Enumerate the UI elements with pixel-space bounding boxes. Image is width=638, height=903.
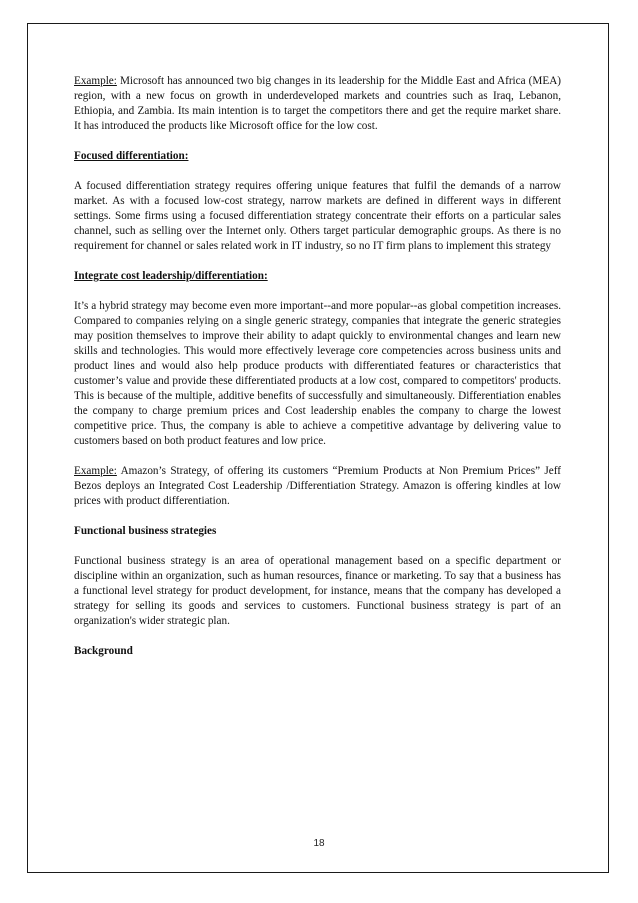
paragraph-functional-business-strategy: Functional business strategy is an area of operational management based on a specific department or discipline within an organization, such as human resources, finance or marketing. To say that a business has a functional level strategy for product development, for instance, means that the company has developed a strategy for selling its goods and services to customers. Functional business strategy is part of an organization's wider strategic plan. (74, 555, 561, 627)
paragraph-focused-differentiation: A focused differentiation strategy requires offering unique features that fulfil the demands of a narrow market. As with a focused low-cost strategy, narrow markets are defined in different ways in different settings. Some firms using a focused differentiation strategy concentrate their efforts on a particular sales channel, such as selling over the Internet only. Others target particular demographic groups. As there is no requirement for channel or sales related work in IT industry, so no IT firm plans to implement this strategy (74, 180, 561, 252)
example-label: Example: (74, 75, 117, 87)
paragraph-hybrid-strategy: It’s a hybrid strategy may become even more important--and more popular--as global competition increases. Compared to companies relying on a single generic strategy, companies that integrate the generic strategies may position themselves to improve their ability to adapt quickly to environmental changes and learn new skills and technologies. This would more effectively leverage core competencies across business units and product lines and would also help produce products with differentiated features or characteristics that customer’s value and provide these differentiated products at a low cost, compared to competitors' products. This is because of the multiple, additive benefits of successfully and simultaneously. Differentiation enables the company to charge premium prices and Cost leadership enables the company to charge the lowest competitive price. Thus, the company is able to achieve a competitive advantage by delivering value to customers based on both product features and low price. (74, 300, 561, 447)
amazon-example-text: Amazon’s Strategy, of offering its customers “Premium Products at Non Premium Prices” Jeff Bezos deploys an Integrated Cost Leadership /Differentiation Strategy. Amazon is offering kindles at low prices with product differentiation. (74, 465, 561, 507)
heading-background: Background (74, 645, 133, 657)
page-number: 18 (313, 838, 325, 849)
example-label: Example: (74, 465, 117, 477)
document-body (74, 74, 561, 659)
heading-focused-differentiation: Focused differentiation: (74, 150, 189, 162)
paragraph-amazon-example (74, 464, 561, 509)
microsoft-example-text: Microsoft has announced two big changes in its leadership for the Middle East and Africa (MEA) region, with a new focus on growth in underdeveloped markets and countries such as Iraq, Lebanon, Ethiopia, and Zambia. Its main intention is to target the competitors there and get the require market share. It has introduced the products like Microsoft office for the low cost. (74, 75, 561, 132)
heading-functional-business-strategies: Functional business strategies (74, 525, 217, 537)
paragraph-microsoft-example (74, 74, 561, 134)
heading-integrate-cost-leadership: Integrate cost leadership/differentiation: (74, 270, 268, 282)
